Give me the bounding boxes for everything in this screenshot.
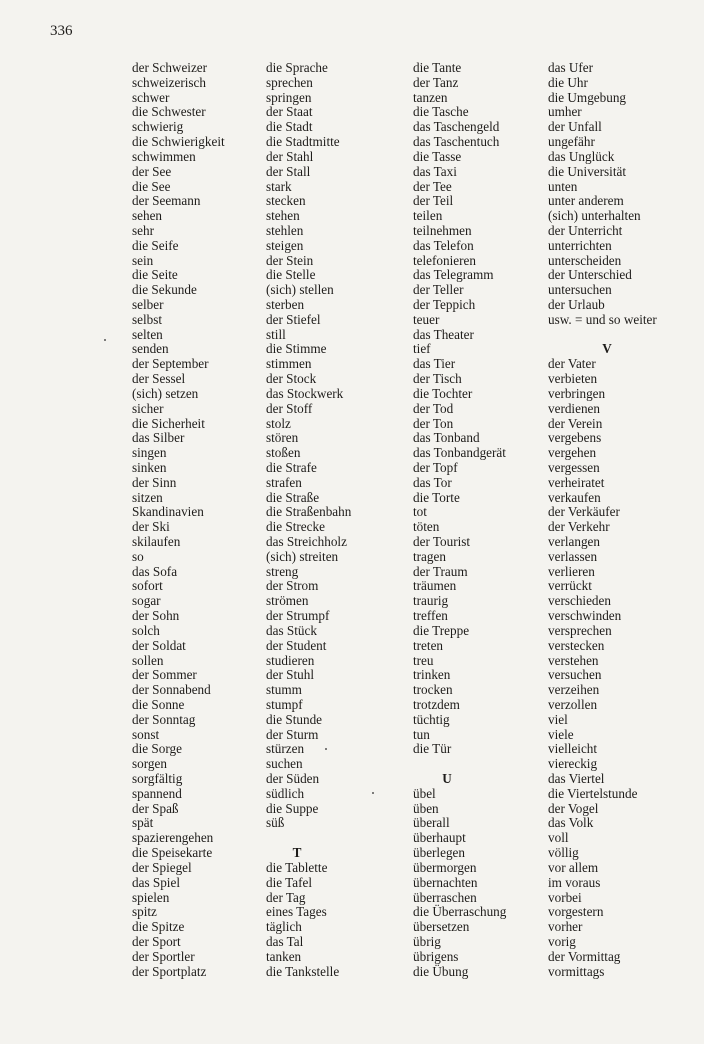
word-entry: verdienen (548, 400, 600, 416)
word-entry: das Spiel (132, 874, 180, 890)
word-entry: täglich (266, 919, 302, 935)
word-entry: die Suppe (266, 800, 319, 816)
word-entry: das Stück (266, 622, 317, 638)
section-letter: V (602, 341, 612, 357)
word-entry: tun (413, 726, 430, 742)
word-entry: die Tankstelle (266, 963, 340, 979)
word-entry: das Viertel (548, 771, 605, 786)
word-entry: die See (132, 178, 171, 194)
word-entry: der Tourist (413, 534, 471, 549)
word-entry: die Tafel (266, 874, 313, 890)
word-entry: Skandinavien (132, 504, 204, 520)
word-entry: der Unterricht (548, 222, 623, 238)
word-entry: sehen (132, 208, 163, 224)
section-letter: U (442, 771, 452, 786)
word-entry: die Torte (413, 489, 460, 505)
word-entry: das Tier (413, 356, 456, 372)
word-entry: usw. = und so weiter (548, 311, 657, 327)
word-column-1 (132, 61, 225, 979)
word-entry: der Student (266, 637, 327, 653)
word-entry: die Übung (413, 963, 469, 979)
word-entry: vorher (548, 919, 583, 935)
word-entry: stürzen (266, 741, 305, 757)
word-entry: streng (266, 563, 299, 579)
word-entry: senden (132, 341, 169, 357)
word-entry: teuer (413, 311, 440, 327)
word-entry: verschieden (548, 593, 611, 609)
word-entry: das Telegramm (413, 267, 494, 283)
word-entry: selbst (132, 311, 163, 327)
word-entry: der Tag (266, 889, 306, 905)
word-entry: der Teil (413, 193, 454, 209)
word-entry: die Straßenbahn (266, 504, 352, 520)
word-entry: der Sport (132, 933, 181, 949)
word-entry: verkaufen (548, 489, 601, 505)
word-entry: übrig (413, 933, 441, 949)
word-entry: die Tante (413, 60, 462, 75)
word-entry: tragen (413, 548, 446, 564)
word-entry: die Speisekarte (132, 845, 213, 861)
word-entry: die Strafe (266, 459, 317, 475)
word-entry: stecken (266, 193, 306, 209)
word-entry: viel (548, 711, 568, 727)
word-entry: umher (548, 104, 582, 120)
word-entry: stoßen (266, 445, 301, 461)
word-entry: traurig (413, 593, 449, 609)
word-entry: der Sonntag (132, 711, 196, 727)
word-entry: die Stadt (266, 119, 313, 135)
word-entry: der Tee (413, 178, 452, 194)
word-entry: sorgfältig (132, 771, 183, 786)
word-entry: der Sohn (132, 608, 180, 624)
word-entry: träumen (413, 578, 457, 594)
word-entry: das Unglück (548, 148, 615, 164)
word-entry: der Unterschied (548, 267, 632, 283)
word-entry: solch (132, 622, 160, 638)
word-entry: sofort (132, 578, 163, 594)
word-entry: verrückt (548, 578, 592, 594)
word-entry: vergessen (548, 459, 600, 475)
word-entry: der Vormittag (548, 948, 621, 964)
word-entry: der Stoff (266, 400, 313, 416)
scan-speck (325, 748, 327, 750)
word-entry: die Seite (132, 267, 178, 283)
word-entry: verstecken (548, 637, 605, 653)
word-entry: das Tonband (413, 430, 480, 446)
word-entry: die Umgebung (548, 89, 627, 105)
word-entry: der Sessel (132, 371, 186, 387)
word-entry: das Volk (548, 815, 594, 831)
word-entry: die Tochter (413, 385, 473, 401)
word-entry: stimmen (266, 356, 312, 372)
word-entry: überraschen (413, 889, 477, 905)
word-entry: der Stein (266, 252, 314, 268)
section-gap (266, 831, 351, 846)
word-entry: das Streichholz (266, 534, 347, 549)
word-entry: der Vater (548, 356, 596, 372)
word-entry: selber (132, 297, 164, 312)
word-entry: tüchtig (413, 711, 450, 727)
page-number: 336 (50, 23, 73, 39)
word-entry: der Urlaub (548, 297, 605, 312)
word-entry: spät (132, 815, 154, 831)
word-entry: verlassen (548, 548, 598, 564)
word-entry: die Überraschung (413, 904, 507, 920)
word-entry: das Taschentuch (413, 134, 500, 150)
word-entry: sogar (132, 593, 161, 609)
word-entry: der Sportler (132, 948, 195, 964)
word-entry: treu (413, 652, 434, 668)
word-entry: die Schwester (132, 104, 206, 120)
word-entry: unterscheiden (548, 252, 622, 268)
word-entry: der Sportplatz (132, 963, 207, 979)
word-entry: sorgen (132, 756, 167, 772)
word-entry: viele (548, 726, 574, 742)
word-entry: suchen (266, 756, 303, 772)
word-entry: vorig (548, 933, 576, 949)
word-entry: stehen (266, 208, 300, 224)
word-entry: die Viertelstunde (548, 785, 638, 801)
word-entry: telefonieren (413, 252, 476, 268)
word-entry: stark (266, 178, 292, 194)
word-entry: die Seife (132, 237, 179, 253)
word-entry: der Strom (266, 578, 319, 594)
word-entry: verzeihen (548, 682, 600, 698)
word-entry: der Verkehr (548, 519, 610, 535)
word-entry: der Staat (266, 104, 313, 120)
word-entry: töten (413, 519, 440, 535)
word-entry: der Sommer (132, 667, 197, 683)
word-entry: die Stadtmitte (266, 134, 340, 150)
word-entry: vergehen (548, 445, 597, 461)
word-entry: stören (266, 430, 299, 446)
word-entry: spitz (132, 904, 157, 920)
word-entry: verbringen (548, 385, 606, 401)
word-entry: springen (266, 89, 312, 105)
word-column-3 (413, 61, 506, 979)
section-gap (413, 757, 506, 772)
word-entry: viereckig (548, 756, 598, 772)
word-entry: vergebens (548, 430, 602, 446)
word-entry: das Taxi (413, 163, 457, 179)
word-entry: der Stiefel (266, 311, 321, 327)
word-entry: spazierengehen (132, 830, 214, 846)
word-entry: tanken (266, 948, 302, 964)
word-entry: teilen (413, 208, 443, 224)
word-entry: vorbei (548, 889, 582, 905)
word-entry: (sich) unterhalten (548, 208, 641, 224)
word-entry: still (266, 326, 286, 342)
word-entry: der Stahl (266, 148, 314, 164)
word-entry: vormittags (548, 963, 605, 979)
word-entry: schwimmen (132, 148, 196, 164)
word-entry: der Ton (413, 415, 454, 431)
word-entry: übermorgen (413, 859, 477, 875)
word-entry: üben (413, 800, 439, 816)
word-entry: der Süden (266, 771, 320, 786)
word-entry: schweizerisch (132, 74, 206, 90)
word-entry: vor allem (548, 859, 599, 875)
word-entry: untersuchen (548, 282, 612, 298)
word-entry: (sich) streiten (266, 548, 339, 564)
word-entry: das Tal (266, 933, 304, 949)
word-entry: der Stock (266, 371, 317, 387)
word-entry: das Tor (413, 474, 452, 490)
word-entry: das Silber (132, 430, 185, 446)
word-entry: singen (132, 445, 167, 461)
word-entry: der Verkäufer (548, 504, 620, 520)
word-entry: spannend (132, 785, 182, 801)
word-entry: spielen (132, 889, 170, 905)
word-entry: so (132, 548, 144, 564)
word-entry: das Taschengeld (413, 119, 500, 135)
word-entry: der Strumpf (266, 608, 330, 624)
word-entry: die Sprache (266, 60, 328, 75)
word-entry: steigen (266, 237, 304, 253)
word-entry: überlegen (413, 845, 465, 861)
word-entry: strömen (266, 593, 309, 609)
word-entry: die Treppe (413, 622, 470, 638)
word-entry: der Vogel (548, 800, 599, 816)
word-entry: stolz (266, 415, 291, 431)
word-entry: skilaufen (132, 534, 181, 549)
word-entry: übersetzen (413, 919, 470, 935)
scan-speck (104, 339, 106, 341)
word-entry: trocken (413, 682, 453, 698)
word-entry: der Tisch (413, 371, 462, 387)
word-entry: die Stunde (266, 711, 323, 727)
word-entry: sprechen (266, 74, 313, 90)
word-entry: der Verein (548, 415, 603, 431)
word-entry: die Spitze (132, 919, 185, 935)
word-entry: übel (413, 785, 436, 801)
word-entry: sehr (132, 222, 154, 238)
word-entry: der Teppich (413, 297, 476, 312)
word-entry: die Strecke (266, 519, 325, 535)
word-entry: südlich (266, 785, 305, 801)
word-entry: übrigens (413, 948, 459, 964)
word-entry: süß (266, 815, 285, 831)
word-entry: der Traum (413, 563, 468, 579)
word-entry: der Sinn (132, 474, 177, 490)
word-entry: sonst (132, 726, 160, 742)
word-entry: trotzdem (413, 696, 460, 712)
word-entry: der Tod (413, 400, 454, 416)
word-entry: die Sonne (132, 696, 185, 712)
word-entry: schwer (132, 89, 170, 105)
word-entry: sinken (132, 459, 167, 475)
word-entry: unter anderem (548, 193, 624, 209)
scan-speck (372, 792, 374, 794)
word-entry: studieren (266, 652, 315, 668)
word-entry: vielleicht (548, 741, 598, 757)
word-entry: tief (413, 341, 431, 357)
word-entry: der Sonnabend (132, 682, 211, 698)
word-entry: ungefähr (548, 134, 595, 150)
word-entry: der Seemann (132, 193, 201, 209)
word-entry: der Stall (266, 163, 311, 179)
word-entry: die Tür (413, 741, 452, 757)
word-entry: der Teller (413, 282, 464, 298)
word-column-4 (548, 61, 657, 979)
word-entry: unterrichten (548, 237, 612, 253)
word-entry: sitzen (132, 489, 163, 505)
word-entry: die Sicherheit (132, 415, 205, 431)
section-letter: T (292, 845, 302, 861)
word-entry: sicher (132, 400, 164, 416)
word-entry: verbieten (548, 371, 598, 387)
word-entry: der Soldat (132, 637, 186, 653)
word-entry: voll (548, 830, 569, 846)
word-entry: das Tonbandgerät (413, 445, 506, 461)
word-entry: tot (413, 504, 427, 520)
word-entry: das Theater (413, 326, 474, 342)
word-entry: die Uhr (548, 74, 588, 90)
word-entry: der Sturm (266, 726, 319, 742)
word-entry: verzollen (548, 696, 598, 712)
word-entry: die Schwierigkeit (132, 134, 225, 150)
word-entry: der Tanz (413, 74, 459, 90)
word-entry: die Universität (548, 163, 627, 179)
word-entry: versuchen (548, 667, 602, 683)
word-entry: der Schweizer (132, 60, 208, 75)
word-entry: der Topf (413, 459, 458, 475)
word-entry: im voraus (548, 874, 601, 890)
word-entry: die Tablette (266, 859, 328, 875)
word-entry: der Unfall (548, 119, 602, 135)
word-entry: der Spaß (132, 800, 179, 816)
word-entry: das Sofa (132, 563, 178, 579)
word-entry: die Stimme (266, 341, 327, 357)
word-entry: verlangen (548, 534, 600, 549)
word-entry: überhaupt (413, 830, 466, 846)
word-entry: verlieren (548, 563, 595, 579)
word-entry: teilnehmen (413, 222, 472, 238)
word-entry: vorgestern (548, 904, 604, 920)
word-entry: überall (413, 815, 450, 831)
word-entry: der Stuhl (266, 667, 314, 683)
word-entry: verheiratet (548, 474, 605, 490)
word-entry: das Ufer (548, 60, 594, 75)
word-entry: selten (132, 326, 163, 342)
word-entry: unten (548, 178, 578, 194)
word-entry: strafen (266, 474, 302, 490)
word-entry: der September (132, 356, 209, 372)
word-entry: sterben (266, 297, 305, 312)
word-entry: stumpf (266, 696, 303, 712)
word-entry: sein (132, 252, 154, 268)
word-entry: die Tasche (413, 104, 469, 120)
word-entry: die Sekunde (132, 282, 197, 298)
word-entry: die Tasse (413, 148, 462, 164)
word-entry: die Sorge (132, 741, 182, 757)
word-entry: tanzen (413, 89, 448, 105)
section-gap (548, 328, 657, 343)
word-entry: das Stockwerk (266, 385, 344, 401)
word-entry: verstehen (548, 652, 599, 668)
word-entry: der See (132, 163, 172, 179)
word-entry: die Stelle (266, 267, 316, 283)
word-entry: sollen (132, 652, 164, 668)
word-entry: völlig (548, 845, 579, 861)
word-entry: trinken (413, 667, 451, 683)
word-entry: der Spiegel (132, 859, 192, 875)
word-entry: versprechen (548, 622, 612, 638)
word-entry: treten (413, 637, 444, 653)
word-column-2 (266, 61, 351, 979)
word-entry: übernachten (413, 874, 478, 890)
word-entry: verschwinden (548, 608, 622, 624)
word-entry: die Straße (266, 489, 320, 505)
word-entry: das Telefon (413, 237, 474, 253)
word-entry: schwierig (132, 119, 184, 135)
word-entry: eines Tages (266, 904, 327, 920)
word-entry: stumm (266, 682, 302, 698)
word-entry: treffen (413, 608, 448, 624)
word-entry: (sich) stellen (266, 282, 334, 298)
word-entry: stehlen (266, 222, 304, 238)
word-entry: (sich) setzen (132, 385, 199, 401)
word-entry: der Ski (132, 519, 170, 535)
